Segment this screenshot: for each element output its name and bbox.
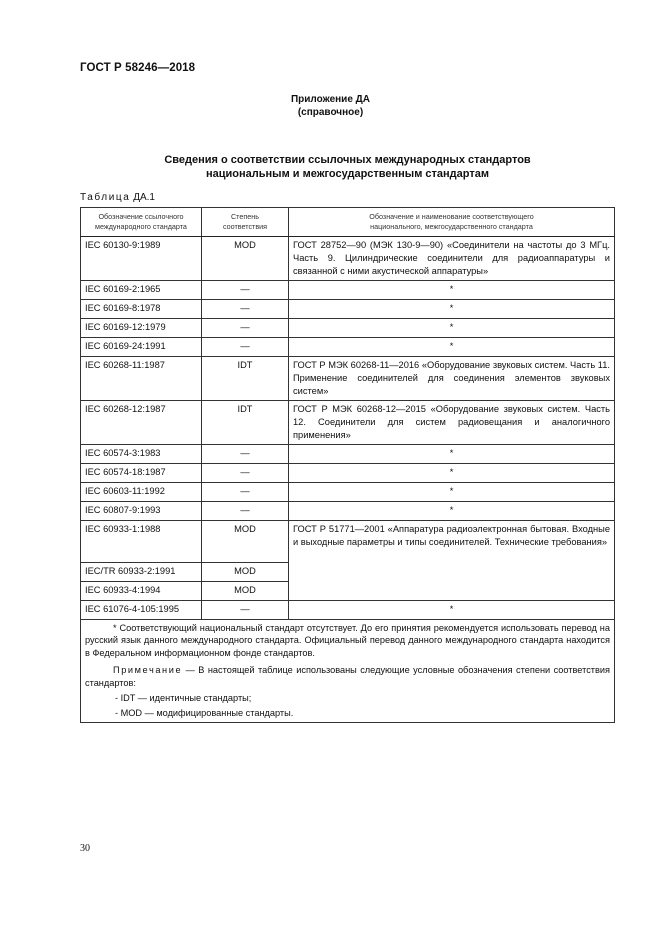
annex-heading bbox=[0, 93, 661, 119]
degree-cell: IDT bbox=[202, 357, 289, 401]
degree-cell: — bbox=[202, 483, 289, 502]
degree-cell: — bbox=[202, 445, 289, 464]
ref-cell: IEC 61076-4-105:1995 bbox=[81, 601, 202, 620]
degree-cell: — bbox=[202, 601, 289, 620]
table-notes bbox=[81, 620, 615, 723]
table-row bbox=[81, 300, 615, 319]
list-item: - IDT — идентичные стандарты; bbox=[115, 693, 252, 704]
ref-cell: IEC 60574-3:1983 bbox=[81, 445, 202, 464]
degree-cell: — bbox=[202, 338, 289, 357]
standard-cell: ГОСТ Р МЭК 60268-11—2016 «Оборудование звуковых систем. Часть 11. Применение соединителей для соединения элементов звуковых систем» bbox=[289, 357, 615, 401]
degree-cell: IDT bbox=[202, 401, 289, 445]
annex-subtitle: (справочное) bbox=[297, 107, 364, 118]
ref-cell: IEC 60169-8:1978 bbox=[81, 300, 202, 319]
degree-cell: — bbox=[202, 300, 289, 319]
standard-cell: * bbox=[289, 502, 615, 521]
standard-cell: * bbox=[289, 483, 615, 502]
list-item: - MOD — модифицированные стандарты. bbox=[115, 708, 294, 719]
ref-cell: IEC 60603-11:1992 bbox=[81, 483, 202, 502]
ref-cell: IEC 60169-24:1991 bbox=[81, 338, 202, 357]
header-col1-line1: Обозначение ссылочного bbox=[98, 212, 184, 221]
degree-cell: MOD bbox=[202, 563, 289, 582]
table-caption-label: Таблица bbox=[80, 192, 131, 203]
table-row bbox=[81, 464, 615, 483]
ref-cell: IEC/TR 60933-2:1991 bbox=[81, 563, 202, 582]
table-row bbox=[81, 601, 615, 620]
ref-cell: IEC 60933-1:1988 bbox=[81, 521, 202, 563]
degree-cell: MOD bbox=[202, 521, 289, 563]
table-row bbox=[81, 338, 615, 357]
degree-cell: — bbox=[202, 502, 289, 521]
annex-title: Приложение ДА bbox=[290, 94, 371, 105]
ref-cell: IEC 60268-12:1987 bbox=[81, 401, 202, 445]
table-row bbox=[81, 445, 615, 464]
header-col1-line2: международного стандарта bbox=[95, 222, 187, 231]
table-caption-number: ДА.1 bbox=[133, 192, 155, 203]
standard-cell: ГОСТ 28752—90 (МЭК 130-9—90) «Соединители на частоты до 3 МГц. Часть 9. Цилиндрические соединители для радиоаппаратуры и связанной с ними акустической аппаратуры» bbox=[289, 237, 615, 281]
table-header-row bbox=[81, 208, 615, 237]
degree-cell: — bbox=[202, 464, 289, 483]
table-row bbox=[81, 401, 615, 445]
table-row bbox=[81, 281, 615, 300]
standard-cell: ГОСТ Р МЭК 60268-12—2015 «Оборудование звуковых систем. Часть 12. Соединители для систем радиовещания и аналогичного применения» bbox=[289, 401, 615, 445]
header-col2-line2: соответствия bbox=[222, 222, 268, 231]
ref-cell: IEC 60268-11:1987 bbox=[81, 357, 202, 401]
degree-cell: MOD bbox=[202, 237, 289, 281]
ref-cell: IEC 60933-4:1994 bbox=[81, 582, 202, 601]
header-col3-line1: Обозначение и наименование соответствующего bbox=[369, 212, 534, 221]
header-col2-line1: Степень bbox=[230, 212, 259, 221]
table-row bbox=[81, 237, 615, 281]
section-title-line-2: национальным и межгосударственным стандартам bbox=[206, 168, 489, 180]
degree-cell: — bbox=[202, 281, 289, 300]
table-row bbox=[81, 357, 615, 401]
degree-cell: MOD bbox=[202, 582, 289, 601]
header-national-standard bbox=[289, 208, 615, 237]
standard-cell: * bbox=[289, 300, 615, 319]
header-degree bbox=[202, 208, 289, 237]
footnote: * Соответствующий национальный стандарт отсутствует. До его принятия рекомендуется использовать перевод на русский язык данного международного стандарта. Официальный перевод данного международного стандарта находится в Федеральном информационном фонде стандартов. bbox=[85, 623, 610, 658]
section-title bbox=[80, 153, 615, 181]
ref-cell: IEC 60807-9:1993 bbox=[81, 502, 202, 521]
table-caption bbox=[80, 192, 155, 203]
standard-cell: * bbox=[289, 464, 615, 483]
standard-cell: * bbox=[289, 319, 615, 338]
note bbox=[85, 664, 610, 689]
table-row bbox=[81, 319, 615, 338]
degree-cell: — bbox=[202, 319, 289, 338]
correspondence-table bbox=[80, 207, 615, 723]
table-notes-row bbox=[81, 620, 615, 723]
header-col3-line2: национального, межгосударственного стандарта bbox=[370, 222, 533, 231]
note-text: — В настоящей таблице использованы следующие условные обозначения степени соответствия стандартов: bbox=[85, 665, 610, 688]
section-title-line-1: Сведения о соответствии ссылочных международных стандартов bbox=[164, 154, 531, 166]
standard-cell: ГОСТ Р 51771—2001 «Аппаратура радиоэлектронная бытовая. Входные и выходные параметры и типы соединителей. Технические требования» bbox=[289, 521, 615, 601]
table-row bbox=[81, 502, 615, 521]
ref-cell: IEC 60169-2:1965 bbox=[81, 281, 202, 300]
standard-cell: * bbox=[289, 281, 615, 300]
table-row bbox=[81, 483, 615, 502]
ref-cell: IEC 60169-12:1979 bbox=[81, 319, 202, 338]
note-label: Примечание bbox=[113, 665, 183, 676]
standard-cell: * bbox=[289, 445, 615, 464]
document-header: ГОСТ Р 58246—2018 bbox=[80, 62, 196, 74]
standard-cell: * bbox=[289, 338, 615, 357]
page-number: 30 bbox=[80, 843, 90, 854]
header-reference-standard bbox=[81, 208, 202, 237]
ref-cell: IEC 60130-9:1989 bbox=[81, 237, 202, 281]
table-row bbox=[81, 521, 615, 563]
standard-cell: * bbox=[289, 601, 615, 620]
ref-cell: IEC 60574-18:1987 bbox=[81, 464, 202, 483]
